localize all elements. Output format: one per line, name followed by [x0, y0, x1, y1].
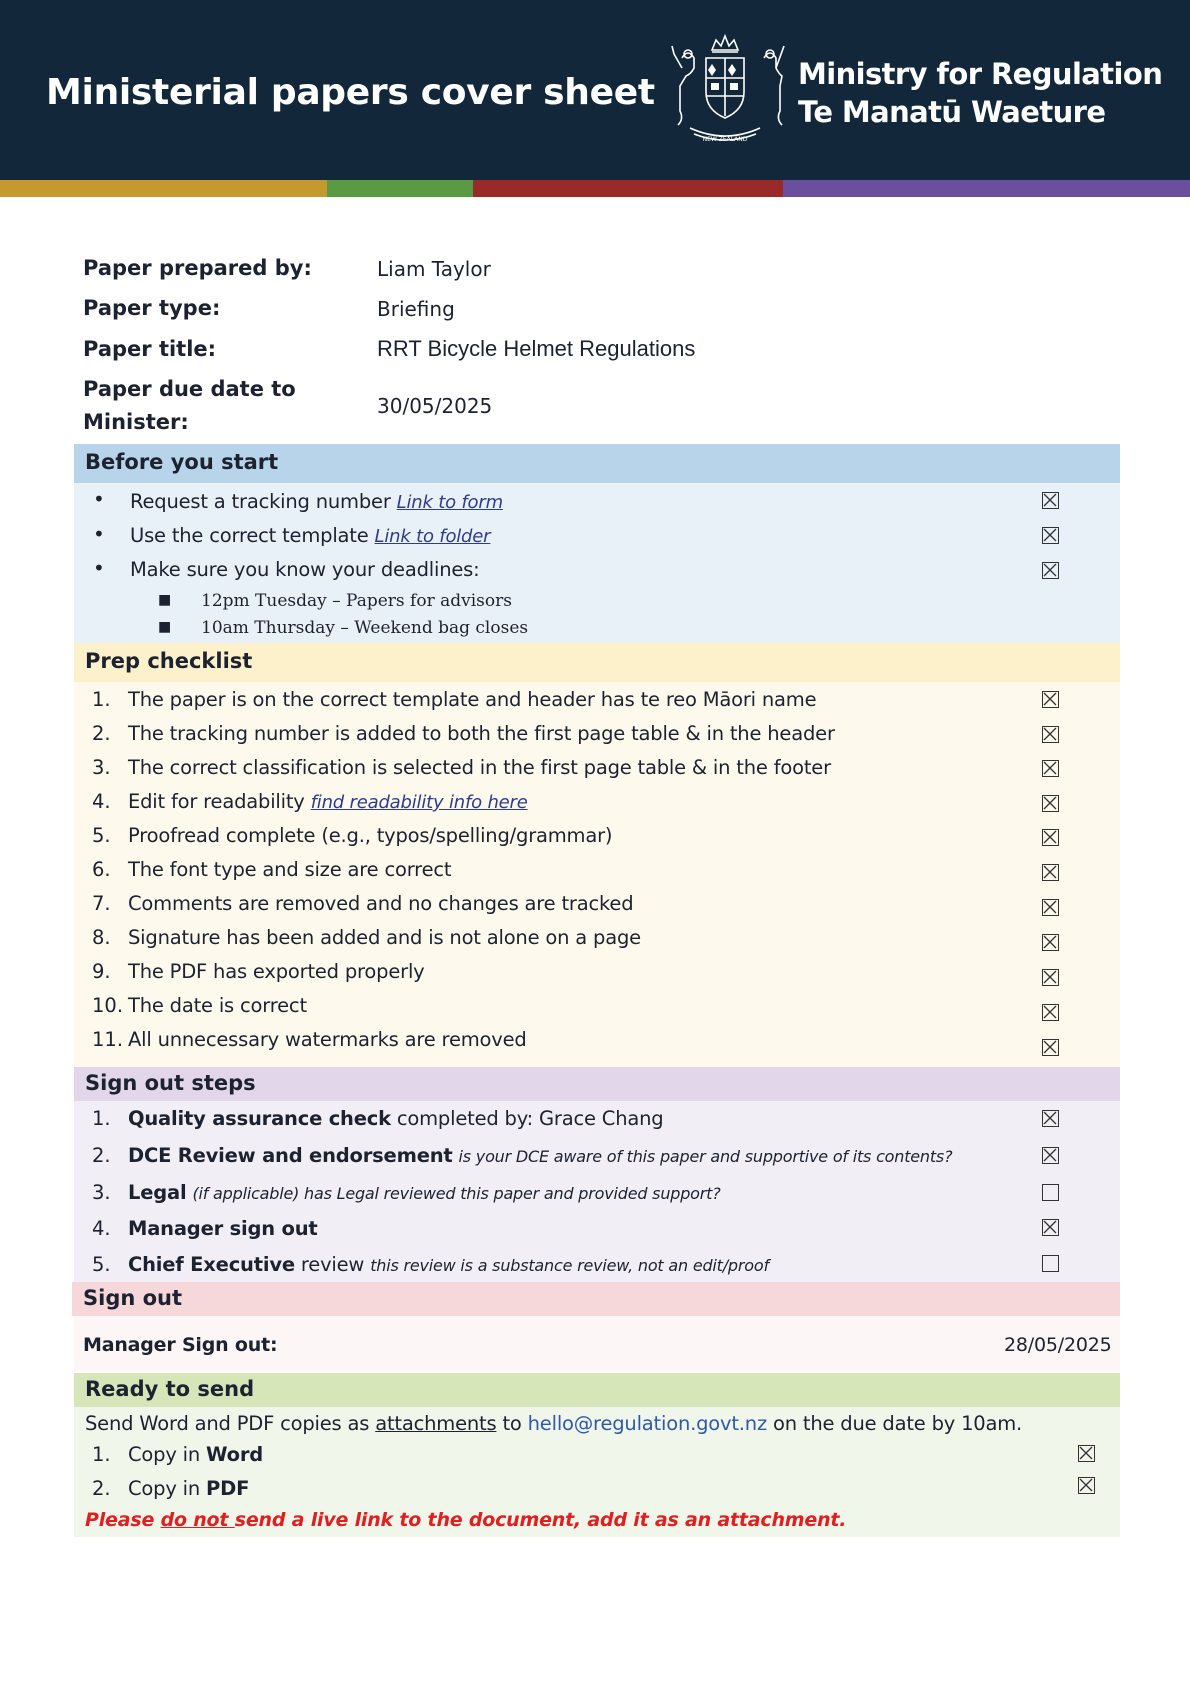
prep-item-5: Proofread complete (e.g., typos/spelling/grammar)	[128, 824, 613, 847]
due-date-label-line2: Minister:	[83, 410, 189, 434]
item-number: 1.	[92, 688, 111, 711]
coat-of-arms-logo	[660, 28, 790, 150]
prep-item-10: The date is correct	[128, 994, 307, 1017]
item-number: 3.	[92, 1181, 111, 1204]
square-bullet: ■	[158, 619, 172, 635]
deadline-2: 10am Thursday – Weekend bag closes	[201, 618, 529, 638]
warning-message: Please do not send a live link to the document, add it as an attachment.	[85, 1509, 847, 1531]
sign-out-title: Sign out	[83, 1286, 183, 1310]
before-start-item-1: Request a tracking number Link to form	[130, 490, 503, 513]
checkbox-ce[interactable]	[1042, 1255, 1059, 1272]
prep-item-2: The tracking number is added to both the first page table & in the header	[128, 722, 835, 745]
sign-out-step-ce: Chief Executive review this review is a substance review, not an edit/proof	[128, 1253, 769, 1276]
prep-item-6: The font type and size are correct	[128, 858, 452, 881]
bullet: •	[93, 487, 105, 511]
checkbox-prep-9[interactable]	[1042, 969, 1059, 986]
stripe-green	[327, 180, 473, 197]
prep-item-11: All unnecessary watermarks are removed	[128, 1028, 527, 1051]
due-date-label-line1: Paper due date to	[83, 377, 296, 401]
checkbox-legal[interactable]	[1042, 1184, 1059, 1201]
prep-item-9: The PDF has exported properly	[128, 960, 425, 983]
sign-out-steps-title: Sign out steps	[85, 1071, 256, 1095]
ready-to-send-title: Ready to send	[85, 1377, 255, 1401]
prep-item-1: The paper is on the correct template and header has te reo Māori name	[128, 688, 817, 711]
stripe-purple	[783, 180, 1190, 197]
checkbox-prep-3[interactable]	[1042, 760, 1059, 777]
checkbox-manager[interactable]	[1042, 1219, 1059, 1236]
sign-out-header-band	[72, 1282, 1120, 1316]
paper-type-value: Briefing	[377, 297, 455, 321]
checkbox-prep-6[interactable]	[1042, 864, 1059, 881]
item-number: 6.	[92, 858, 111, 881]
organisation-name-maori: Te Manatū Waeture	[798, 95, 1106, 129]
sign-out-step-dce: DCE Review and endorsement is your DCE aware of this paper and supportive of its contents?	[128, 1144, 953, 1167]
prep-checklist-title: Prep checklist	[85, 649, 253, 673]
item-number: 8.	[92, 926, 111, 949]
checkbox-prep-2[interactable]	[1042, 726, 1059, 743]
item-number: 4.	[92, 790, 111, 813]
checkbox-prep-10[interactable]	[1042, 1004, 1059, 1021]
checkbox-word[interactable]	[1078, 1445, 1095, 1462]
link-to-form[interactable]: Link to form	[396, 492, 503, 513]
item-number: 1.	[92, 1443, 111, 1466]
organisation-name-english: Ministry for Regulation	[798, 57, 1163, 91]
checkbox-dce[interactable]	[1042, 1147, 1059, 1164]
due-date-label	[83, 373, 296, 439]
checkbox-before-3[interactable]	[1042, 562, 1059, 579]
item-number: 2.	[92, 1144, 111, 1167]
prep-item-8: Signature has been added and is not alone on a page	[128, 926, 641, 949]
checkbox-prep-7[interactable]	[1042, 899, 1059, 916]
item-number: 11.	[92, 1028, 124, 1051]
sign-out-step-qa: Quality assurance check completed by: Grace Chang	[128, 1107, 664, 1130]
before-start-item-2: Use the correct template Link to folder	[130, 524, 491, 547]
item-number: 9.	[92, 960, 111, 983]
sign-out-step-legal: Legal (if applicable) has Legal reviewed this paper and provided support?	[128, 1181, 721, 1204]
svg-text:NEW ZEALAND: NEW ZEALAND	[702, 136, 748, 143]
paper-type-label: Paper type:	[83, 296, 221, 320]
prep-item-7: Comments are removed and no changes are tracked	[128, 892, 634, 915]
checkbox-before-1[interactable]	[1042, 492, 1059, 509]
readability-info-link[interactable]: find readability info here	[310, 792, 528, 813]
item-number: 5.	[92, 1253, 111, 1276]
item-number: 5.	[92, 824, 111, 847]
stripe-red	[473, 180, 783, 197]
checkbox-pdf[interactable]	[1078, 1477, 1095, 1494]
link-to-folder[interactable]: Link to folder	[374, 526, 491, 547]
due-date-value: 30/05/2025	[377, 394, 493, 418]
copy-in-pdf: Copy in PDF	[128, 1477, 250, 1500]
checkbox-prep-8[interactable]	[1042, 934, 1059, 951]
bullet: •	[93, 522, 105, 546]
page-header	[0, 0, 1190, 180]
send-instruction: Send Word and PDF copies as attachments to hello@regulation.govt.nz on the due date by 10am.	[85, 1412, 1023, 1435]
item-number: 10.	[92, 994, 124, 1017]
email-link[interactable]: hello@regulation.govt.nz	[527, 1412, 767, 1435]
deadline-1: 12pm Tuesday – Papers for advisors	[201, 591, 512, 611]
page-title: Ministerial papers cover sheet	[46, 72, 655, 113]
before-start-title: Before you start	[85, 450, 279, 474]
prepared-by-label: Paper prepared by:	[83, 256, 312, 280]
prep-item-4: Edit for readability find readability info here	[128, 790, 528, 813]
item-number: 2.	[92, 722, 111, 745]
paper-title-value: RRT Bicycle Helmet Regulations	[377, 336, 696, 361]
manager-sign-out-date: 28/05/2025	[1004, 1334, 1112, 1356]
organisation-name	[798, 55, 1162, 131]
manager-sign-out-label: Manager Sign out:	[83, 1334, 278, 1356]
checkbox-prep-1[interactable]	[1042, 691, 1059, 708]
item-number: 7.	[92, 892, 111, 915]
checkbox-prep-5[interactable]	[1042, 829, 1059, 846]
item-number: 3.	[92, 756, 111, 779]
stripe-gold	[0, 180, 327, 197]
checkbox-qa[interactable]	[1042, 1110, 1059, 1127]
item-number: 1.	[92, 1107, 111, 1130]
prepared-by-value: Liam Taylor	[377, 257, 491, 281]
item-number: 4.	[92, 1217, 111, 1240]
bullet: •	[93, 556, 105, 580]
paper-title-label: Paper title:	[83, 337, 217, 361]
copy-in-word: Copy in Word	[128, 1443, 264, 1466]
checkbox-before-2[interactable]	[1042, 527, 1059, 544]
before-start-item-3: Make sure you know your deadlines:	[130, 558, 480, 581]
checkbox-prep-4[interactable]	[1042, 795, 1059, 812]
sign-out-step-manager: Manager sign out	[128, 1217, 318, 1240]
prep-item-3: The correct classification is selected in the first page table & in the footer	[128, 756, 831, 779]
square-bullet: ■	[158, 592, 172, 608]
checkbox-prep-11[interactable]	[1042, 1039, 1059, 1056]
item-number: 2.	[92, 1477, 111, 1500]
